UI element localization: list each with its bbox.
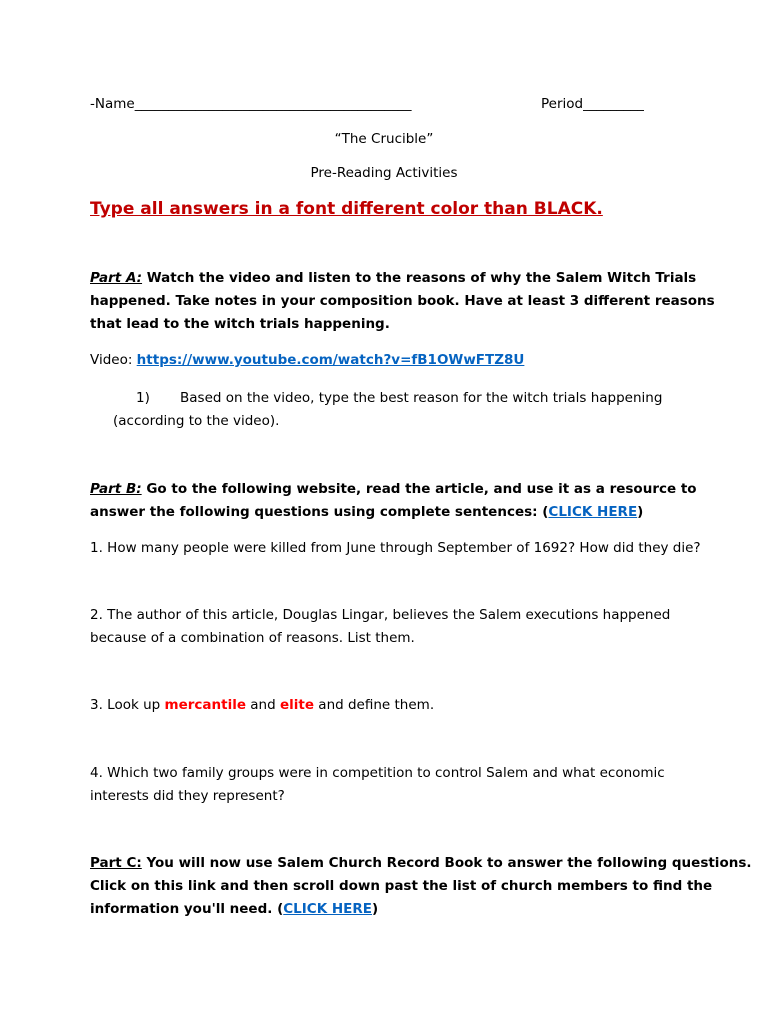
part-c-line-3 [90,898,378,921]
part-a-line-2: happened. Take notes in your composition book. Have at least 3 different reasons [90,293,715,309]
part-a-q1-line-1: Based on the video, type the best reason for the witch trials happening [180,390,663,406]
part-c-close-paren: ) [372,901,379,917]
part-b-label: Part B: [90,481,142,497]
period-field[interactable] [541,96,644,112]
part-b-close-paren: ) [637,504,644,520]
part-a-label: Part A: [90,270,143,286]
part-b-question-3 [90,694,434,717]
part-a-q1-line-2: (according to the video). [113,413,280,429]
video-line [90,349,524,372]
part-a-q1-number: 1) [136,390,150,406]
part-b-question-2-line-1: 2. The author of this article, Douglas Lingar, believes the Salem executions happened [90,607,671,623]
part-c-click-here-link[interactable]: CLICK HERE [283,901,372,917]
part-c-label: Part C: [90,855,142,871]
q3-text-pre: 3. Look up [90,697,165,713]
part-b-question-4-line-1: 4. Which two family groups were in competition to control Salem and what economic [90,765,665,781]
part-b-question-2-line-2: because of a combination of reasons. List them. [90,630,415,646]
part-b-question-4-line-2: interests did they represent? [90,788,285,804]
part-b-click-here-link[interactable]: CLICK HERE [548,504,638,520]
part-a-text-1: Watch the video and listen to the reasons of why the Salem Witch Trials [142,270,697,286]
part-b-text-1: Go to the following website, read the article, and use it as a resource to [141,481,697,497]
part-b-line-2 [90,501,643,524]
name-blank: _________________________________________ [134,96,412,112]
name-field[interactable] [90,96,411,112]
instruction-text: Type all answers in a font different color than BLACK. [90,199,603,219]
part-c-text-1: You will now use Salem Church Record Book to answer the following questions. [141,855,752,871]
part-b-line-1 [90,478,697,501]
q3-text-post: and define them. [314,697,435,713]
term-elite: elite [279,697,314,713]
period-blank: _________ [583,96,644,112]
document-title: “The Crucible” [334,131,434,147]
part-c-text-3: information you'll need. ( [90,901,284,917]
part-a-line-3: that lead to the witch trials happening. [90,316,390,332]
part-a-line-1 [90,267,696,290]
part-c-line-2: Click on this link and then scroll down past the list of church members to find the [90,878,713,894]
video-link[interactable]: https://www.youtube.com/watch?v=fB1OWwFTZ8U [136,352,525,368]
term-mercantile: mercantile [164,697,246,713]
part-c-line-1 [90,852,752,875]
part-b-text-2: answer the following questions using complete sentences: ( [90,504,549,520]
q3-text-mid: and [245,697,280,713]
period-label: Period [541,96,584,112]
part-b-question-1: 1. How many people were killed from June through September of 1692? How did they die? [90,540,701,556]
video-label: Video: [90,352,137,368]
document-subtitle: Pre-Reading Activities [310,165,458,181]
name-label: -Name [90,96,135,112]
instruction-heading [90,199,603,219]
